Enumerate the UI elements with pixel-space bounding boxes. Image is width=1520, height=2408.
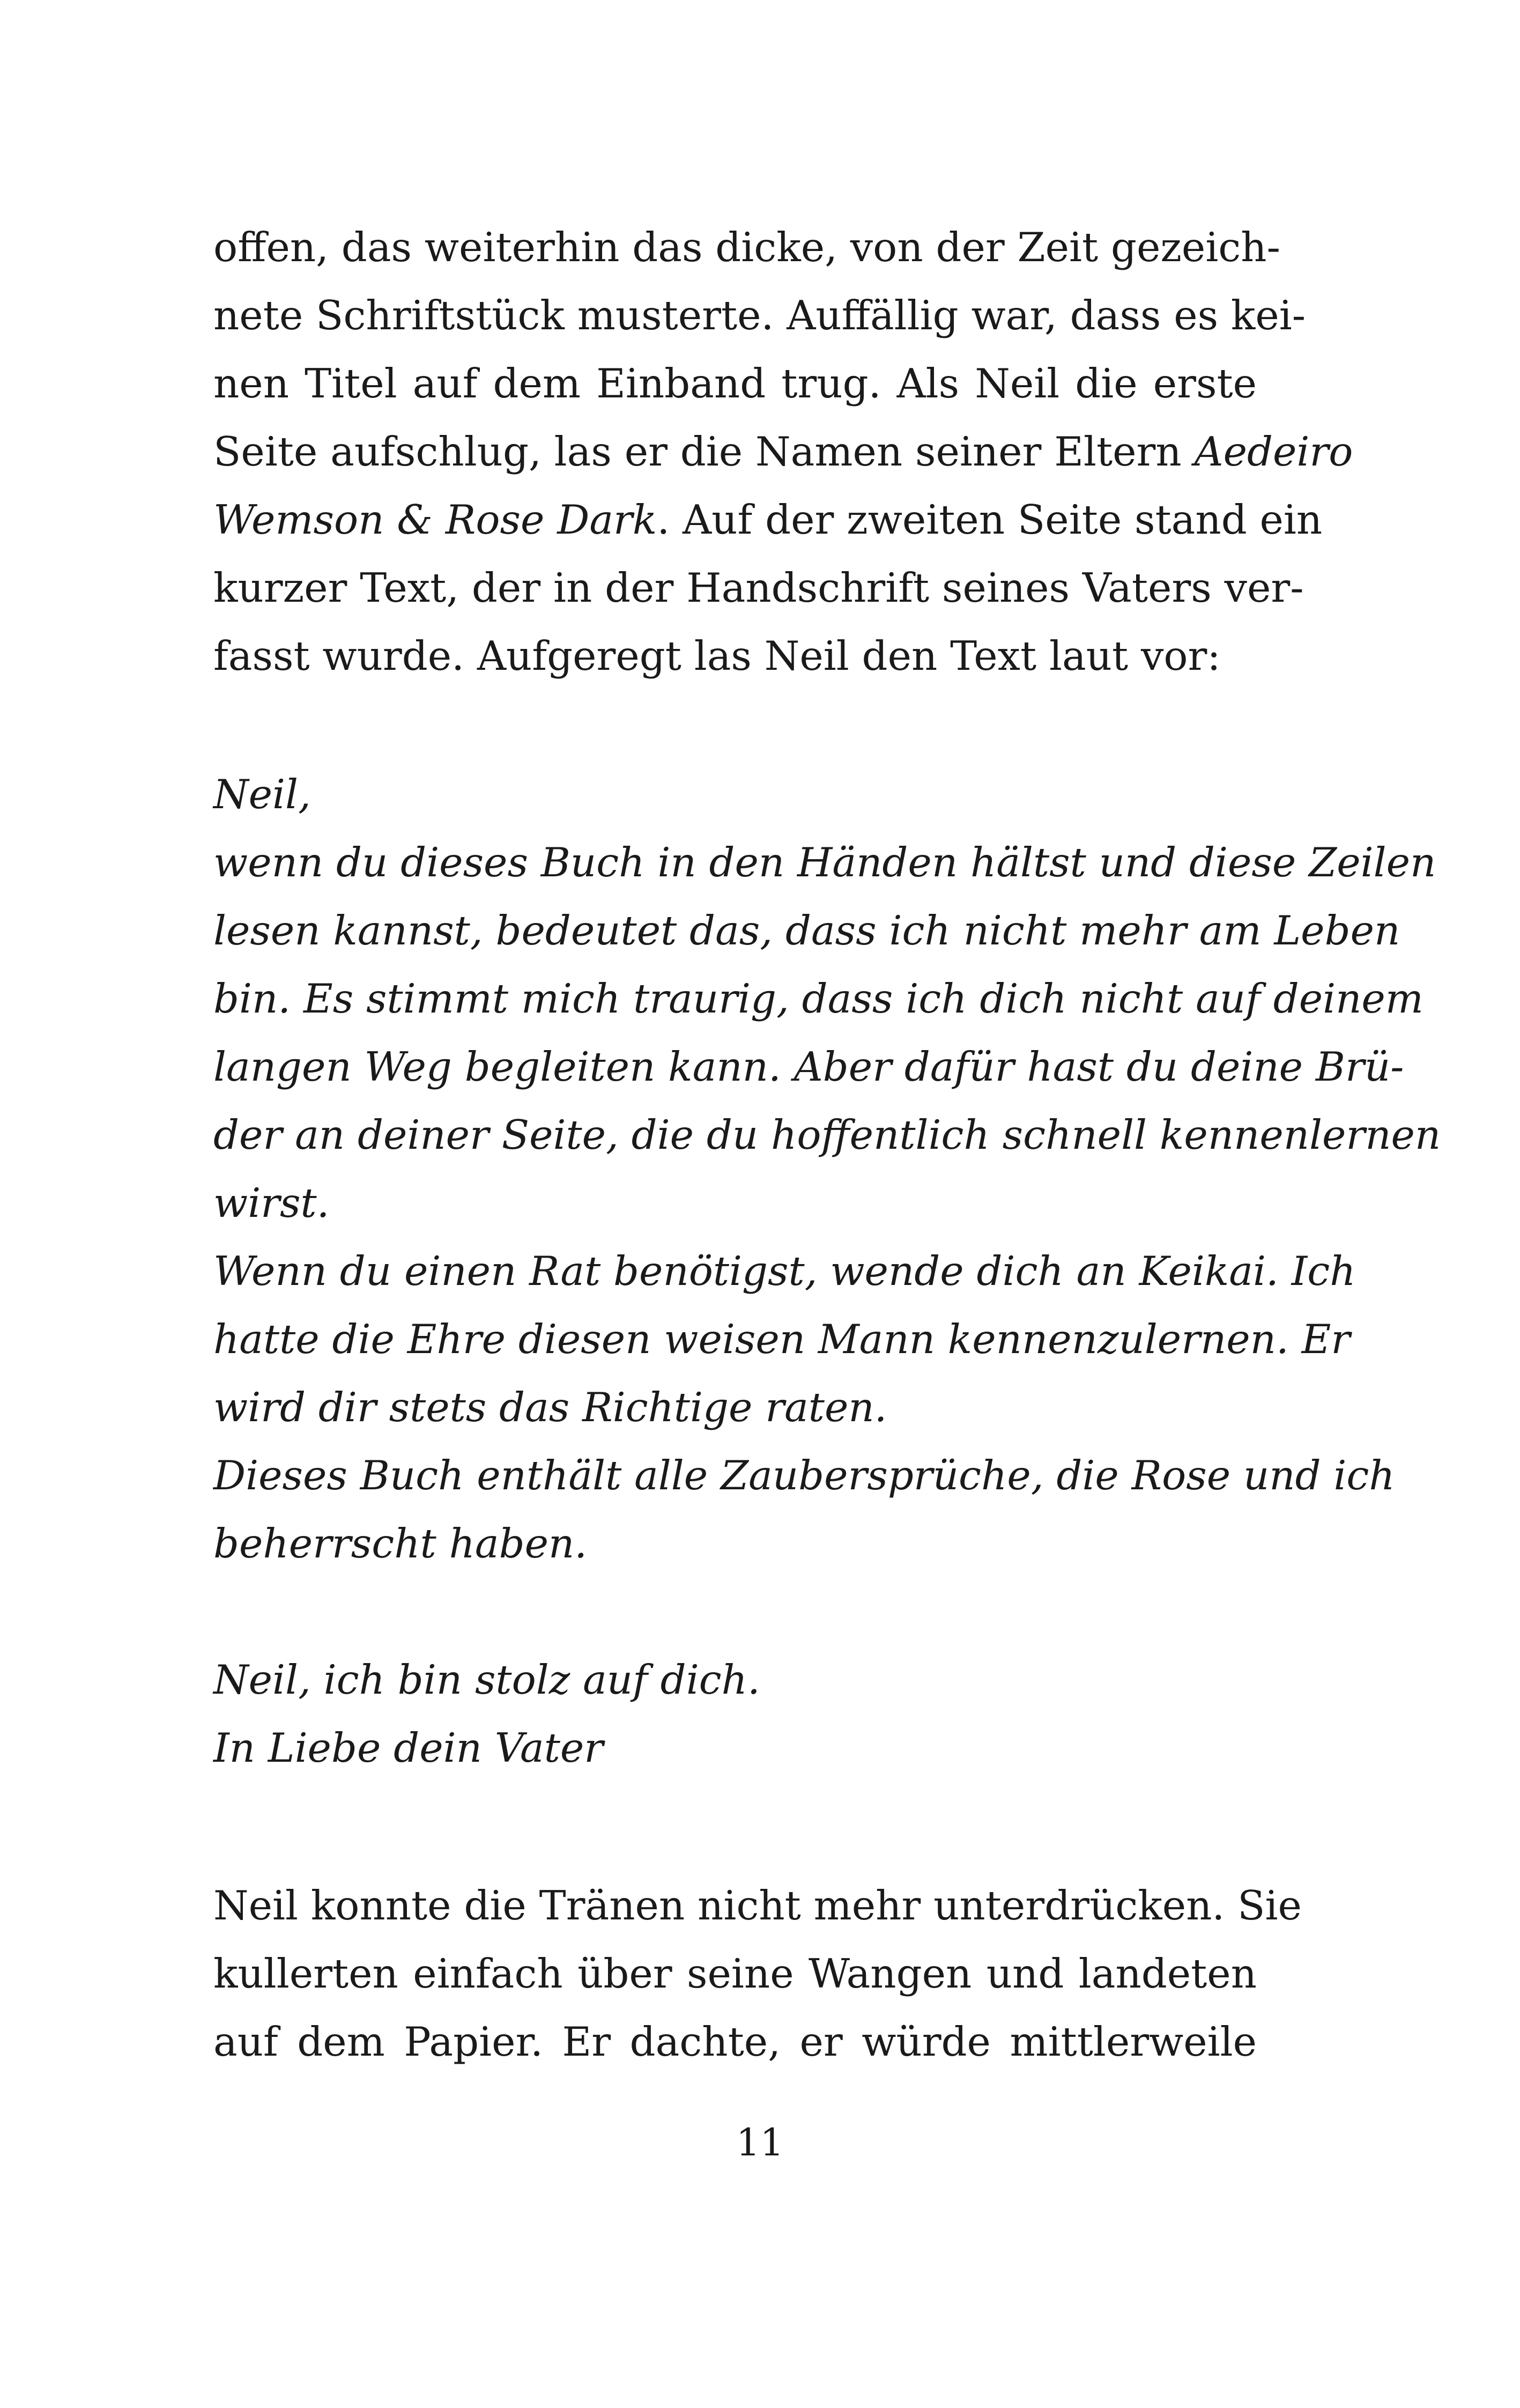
parent-names: Wemson & Rose Dark: [213, 496, 657, 543]
paragraph-1-line: [213, 486, 1323, 554]
letter-line: langen Weg begleiten kann. Aber dafür hast du deine Brü-: [213, 1043, 1404, 1090]
paragraph-1-line-text: . Auf der zweiten Seite stand ein: [657, 496, 1323, 543]
paragraph-1-line-text: Seite aufschlug, las er die Namen seiner Eltern: [213, 428, 1182, 475]
paragraph-1-line: [213, 418, 1353, 486]
paragraph-1-line: offen, das weiterhin das dicke, von der Zeit gezeich-: [213, 224, 1280, 271]
letter-line: lesen kannst, bedeutet das, dass ich nicht mehr am Leben: [213, 907, 1400, 954]
page-number: 11: [736, 2121, 784, 2165]
paragraph-1-line: nete Schriftstück musterte. Auffällig war, dass es kei-: [213, 292, 1306, 339]
letter-line: wirst.: [213, 1179, 330, 1227]
letter-salutation: Neil,: [213, 771, 311, 818]
father-name: Aedeiro: [1194, 428, 1353, 475]
letter-line: hatte die Ehre diesen weisen Mann kennenzulernen. Er: [213, 1316, 1351, 1363]
paragraph-2-line: kullerten einfach über seine Wangen und landeten: [213, 1950, 1257, 1997]
paragraph-2: [213, 1872, 1302, 2076]
paragraph-1-line: kurzer Text, der in der Handschrift seines Vaters ver-: [213, 564, 1304, 611]
letter-line: bin. Es stimmt mich traurig, dass ich dich nicht auf deinem: [213, 975, 1423, 1022]
father-letter: [213, 760, 1441, 1782]
letter-spacer: [213, 1578, 1257, 1646]
paragraph-1: [213, 213, 1353, 690]
letter-line: beherrscht haben.: [213, 1520, 588, 1567]
letter-line: der an deiner Seite, die du hoffentlich schnell kennenlernen: [213, 1111, 1441, 1158]
letter-closing: Neil, ich bin stolz auf dich.: [213, 1656, 760, 1703]
paragraph-1-line: fasst wurde. Aufgeregt las Neil den Text laut vor:: [213, 632, 1221, 679]
letter-line: wenn du dieses Buch in den Händen hältst und diese Zeilen: [213, 839, 1436, 886]
paragraph-1-line: nen Titel auf dem Einband trug. Als Neil die erste: [213, 360, 1257, 407]
letter-line: wird dir stets das Richtige raten.: [213, 1384, 887, 1431]
paragraph-2-line: auf dem Papier. Er dachte, er würde mittlerweile: [213, 2018, 1257, 2065]
letter-line: Wenn du einen Rat benötigst, wende dich an Keikai. Ich: [213, 1247, 1356, 1295]
letter-signature: In Liebe dein Vater: [213, 1724, 604, 1771]
paragraph-2-line: Neil konnte die Tränen nicht mehr unterdrücken. Sie: [213, 1882, 1302, 1929]
letter-line: Dieses Buch enthält alle Zaubersprüche, die Rose und ich: [213, 1452, 1395, 1499]
